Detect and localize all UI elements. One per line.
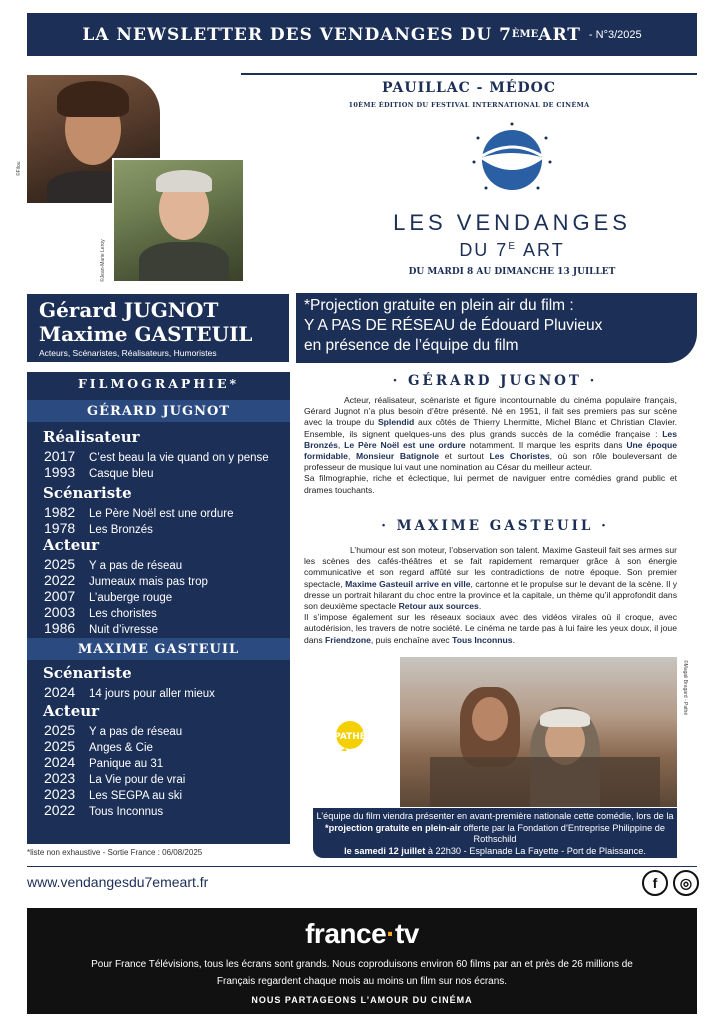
- film-title: 14 jours pour aller mieux: [89, 688, 215, 700]
- bio-jugnot-p1: [304, 395, 677, 473]
- film-title: Jumeaux mais pas trop: [89, 576, 208, 588]
- film-year: 2022: [44, 802, 76, 818]
- names-block: [27, 294, 289, 362]
- text-segment: , puis enchaîne avec: [370, 634, 453, 645]
- caption-bold: *projection gratuite en plein-air: [325, 822, 461, 833]
- film-row: [27, 448, 290, 464]
- film-row: [27, 722, 290, 738]
- filmography-jugnot-heading: GÉRARD JUGNOT: [27, 400, 290, 422]
- bio-gasteuil-p1: [304, 545, 677, 612]
- caption-segment: L’équipe du film viendra présenter en avant-première nationale cette comédie, lors de la: [316, 811, 674, 821]
- svg-text:PATHÉ: PATHÉ: [334, 732, 366, 742]
- projection-line-1: *Projection gratuite en plein air du film :: [304, 297, 574, 314]
- francetv-slogan: NOUS PARTAGEONS L’AMOUR DU CINÉMA: [251, 995, 473, 1005]
- film-title: Les choristes: [89, 608, 157, 620]
- film-row: [27, 770, 290, 786]
- logo-dot: ·: [386, 918, 395, 949]
- film-title: C’est beau la vie quand on y pense: [89, 452, 269, 464]
- film-title: Le Père Noël est une ordure: [89, 508, 234, 520]
- caption-segment: offerte par la Fondation d’Entreprise Philippine de Rothschild: [460, 822, 665, 844]
- highlight-film: Le Père Noël est une ordure: [344, 439, 466, 450]
- festival-edition: 10ÈME ÉDITION DU FESTIVAL INTERNATIONAL DE CINÉMA: [348, 101, 590, 109]
- film-row: [27, 620, 290, 636]
- film-title: Tous Inconnus: [89, 806, 164, 818]
- film-year: 2023: [44, 770, 76, 786]
- film-title: Casque bleu: [89, 468, 154, 480]
- highlight-show: Maxime Gasteuil arrive en ville: [345, 578, 471, 589]
- film-title: Nuit d’ivresse: [89, 624, 159, 636]
- festival-subtitle: [380, 240, 644, 261]
- photo-maxime-gasteuil: [112, 158, 245, 283]
- photo-credit-jugnot: ©Filou: [16, 161, 22, 176]
- film-row: [27, 556, 290, 572]
- filmography-gasteuil-heading: MAXIME GASTEUIL: [27, 638, 290, 660]
- film-title: Panique au 31: [89, 758, 164, 770]
- highlight-show: Retour aux sources: [398, 601, 479, 612]
- caption-date: le samedi 12 juillet: [344, 845, 426, 856]
- film-year: 2025: [44, 738, 76, 754]
- film-year: 2025: [44, 722, 76, 738]
- festival-dates: DU MARDI 8 AU DIMANCHE 13 JUILLET: [408, 267, 616, 277]
- film-year: 2025: [44, 556, 76, 572]
- list-realisateur: [27, 448, 290, 480]
- highlight-splendid: Splendid: [377, 417, 415, 428]
- bio-gasteuil-p2: [304, 612, 677, 646]
- highlight-film: Une époque formidable: [304, 439, 677, 462]
- highlight-film: Monsieur Batignole: [356, 451, 440, 462]
- text-segment: ,: [337, 439, 345, 450]
- newsletter-banner: [27, 13, 697, 56]
- bio-gasteuil-text: [304, 545, 677, 646]
- filmography-title: FILMOGRAPHIE*: [77, 375, 240, 391]
- instagram-icon[interactable]: ◎: [673, 870, 699, 896]
- festival-sub-prefix: DU 7: [459, 240, 509, 260]
- film-year: 1978: [44, 520, 76, 536]
- photo-credit-gasteuil: ©Jean-Marie Leroy: [100, 239, 106, 282]
- issue-number: - N°3/2025: [588, 28, 642, 41]
- text-segment: Il s’impose également sur les réseaux sociaux avec des vidéos virales où il croque, avec autodérision, les travers de notre société. Le cinéma ne tarde pas à lui faire les yeux doux, il joue dans: [304, 612, 677, 645]
- film-still-image: [400, 657, 677, 807]
- text-segment: et surtout: [439, 451, 490, 462]
- logo-part: france: [305, 918, 387, 949]
- newsletter-title: LA NEWSLETTER DES VENDANGES DU 7: [82, 24, 512, 45]
- category-acteur-gasteuil: Acteur: [43, 702, 100, 720]
- logo-part: tv: [394, 918, 419, 949]
- facebook-icon[interactable]: f: [642, 870, 668, 896]
- list-acteur-jugnot: [27, 556, 290, 636]
- pathe-logo-icon: [331, 718, 369, 756]
- film-row: [27, 572, 290, 588]
- filmography-panel: [27, 372, 290, 844]
- highlight-film: Tous Inconnus: [452, 634, 513, 645]
- newsletter-title-sup: ÈME: [511, 29, 539, 40]
- film-year: 1982: [44, 504, 76, 520]
- text-segment: , où son rôle bouleversant de professeur de musique lui vaut une nomination au César du meilleur acteur.: [304, 451, 677, 473]
- film-title: Anges & Cie: [89, 742, 153, 754]
- film-row: [27, 464, 290, 480]
- film-title: Y a pas de réseau: [89, 726, 183, 738]
- projection-line-3: en présence de l’équipe du film: [304, 337, 519, 354]
- francetv-band: [27, 908, 697, 1014]
- film-year: 2023: [44, 786, 76, 802]
- francetv-text: Pour France Télévisions, tous les écrans sont grands. Nous coproduisons environ 60 films par an et près de 26 millions de Français regardent chaque mois au moins un film sur nos écrans.: [91, 959, 633, 987]
- film-year: 2024: [44, 684, 76, 700]
- film-row: [27, 604, 290, 620]
- bio-jugnot-text: [304, 395, 677, 496]
- list-acteur-gasteuil: [27, 722, 290, 818]
- bio-gasteuil-heading: · MAXIME GASTEUIL ·: [381, 518, 609, 534]
- film-year: 1986: [44, 620, 76, 636]
- festival-name: LES VENDANGES: [393, 210, 631, 235]
- festival-sub-sup: E: [508, 241, 517, 252]
- film-year: 2017: [44, 448, 76, 464]
- category-acteur-jugnot: Acteur: [43, 536, 100, 554]
- list-scenariste-gasteuil: [27, 684, 290, 700]
- film-row: [27, 802, 290, 818]
- film-row: [27, 786, 290, 802]
- text-segment: Acteur, réalisateur, scénariste et figure incontournable du cinéma populaire français, Gérard Jugnot n’a plus besoin d’être présenté. Né en 1951, il fait ses premiers pas sur scène avec la troupe du: [304, 395, 677, 428]
- festival-sub-suffix: ART: [517, 240, 565, 260]
- film-year: 2024: [44, 754, 76, 770]
- film-title: Les Bronzés: [89, 524, 153, 536]
- film-title: L’auberge rouge: [89, 592, 173, 604]
- film-title: Les SEGPA au ski: [89, 790, 183, 802]
- bio-jugnot-heading: · GÉRARD JUGNOT ·: [392, 373, 598, 389]
- text-segment: ,: [347, 451, 357, 462]
- film-year: 2003: [44, 604, 76, 620]
- film-year: 1993: [44, 464, 76, 480]
- text-segment: .: [478, 601, 482, 612]
- festival-divider: [241, 73, 697, 75]
- highlight-film: Les Choristes: [489, 451, 550, 462]
- text-segment: aux côtés de Thierry Lhermitte, Michel Blanc et Christian Clavier. Ensemble, ils signent quelques-uns des plus grands succès de la comédie française :: [304, 417, 677, 439]
- film-row: [27, 754, 290, 770]
- projection-line-2: Y A PAS DE RÉSEAU de Édouard Pluvieux: [304, 317, 603, 334]
- film-row: [27, 738, 290, 754]
- name-gasteuil: Maxime GASTEUIL: [39, 322, 253, 346]
- category-realisateur: Réalisateur: [43, 428, 140, 446]
- bio-jugnot-p2: Sa filmographie, riche et éclectique, lui permet de naviguer entre comédies grand public et drames touchants.: [304, 473, 677, 495]
- film-row: [27, 504, 290, 520]
- name-jugnot: Gérard JUGNOT: [39, 298, 219, 322]
- text-segment: , cartonne et le propulse sur le devant de la scène. Il y dresse un portrait hilarant du choc entre la province et la capitale, un thème qu’il approfondit dans son deuxième spectacle: [304, 578, 677, 612]
- caption-segment: à 22h30 - Esplanade La Fayette - Port de Plaissance.: [425, 845, 646, 856]
- festival-city: PAUILLAC - MÉDOC: [381, 80, 557, 96]
- film-year: 2022: [44, 572, 76, 588]
- text-segment: notamment. Il marque les esprits dans: [465, 439, 627, 450]
- category-scenariste-jugnot: Scénariste: [43, 484, 132, 502]
- film-row: [27, 684, 290, 700]
- still-caption: [313, 808, 677, 858]
- roles: Acteurs, Scénaristes, Réalisateurs, Humoristes: [39, 348, 217, 358]
- wave-circle-logo-icon: [466, 118, 558, 200]
- category-scenariste-gasteuil: Scénariste: [43, 664, 132, 682]
- film-year: 2007: [44, 588, 76, 604]
- text-segment: L’humour est son moteur, l’observation son talent. Maxime Gasteuil fait ses armes sur les scènes des cafés-théâtres et se fait rapidement remarquer grâce à son énergie communicative et son regard affûté sur les contradictions de notre époque. Son premier spectacle,: [304, 545, 677, 589]
- text-segment: .: [512, 634, 515, 645]
- footer-divider: [27, 866, 697, 867]
- highlight-film: Les Bronzés: [304, 428, 677, 450]
- film-row: [27, 588, 290, 604]
- film-title: Y a pas de réseau: [89, 560, 183, 572]
- highlight-film: Friendzone: [325, 634, 371, 645]
- still-credit: ©Magali Bragard - Pathé: [682, 660, 688, 716]
- film-title: La Vie pour de vrai: [89, 774, 186, 786]
- website-link[interactable]: www.vendangesdu7emeart.fr: [27, 874, 209, 890]
- projection-block: [296, 293, 697, 363]
- filmography-note: *liste non exhaustive - Sortie France : 06/08/2025: [27, 848, 203, 857]
- francetv-logo: [27, 918, 697, 950]
- newsletter-title-end: ART: [538, 24, 581, 45]
- list-scenariste-jugnot: [27, 504, 290, 536]
